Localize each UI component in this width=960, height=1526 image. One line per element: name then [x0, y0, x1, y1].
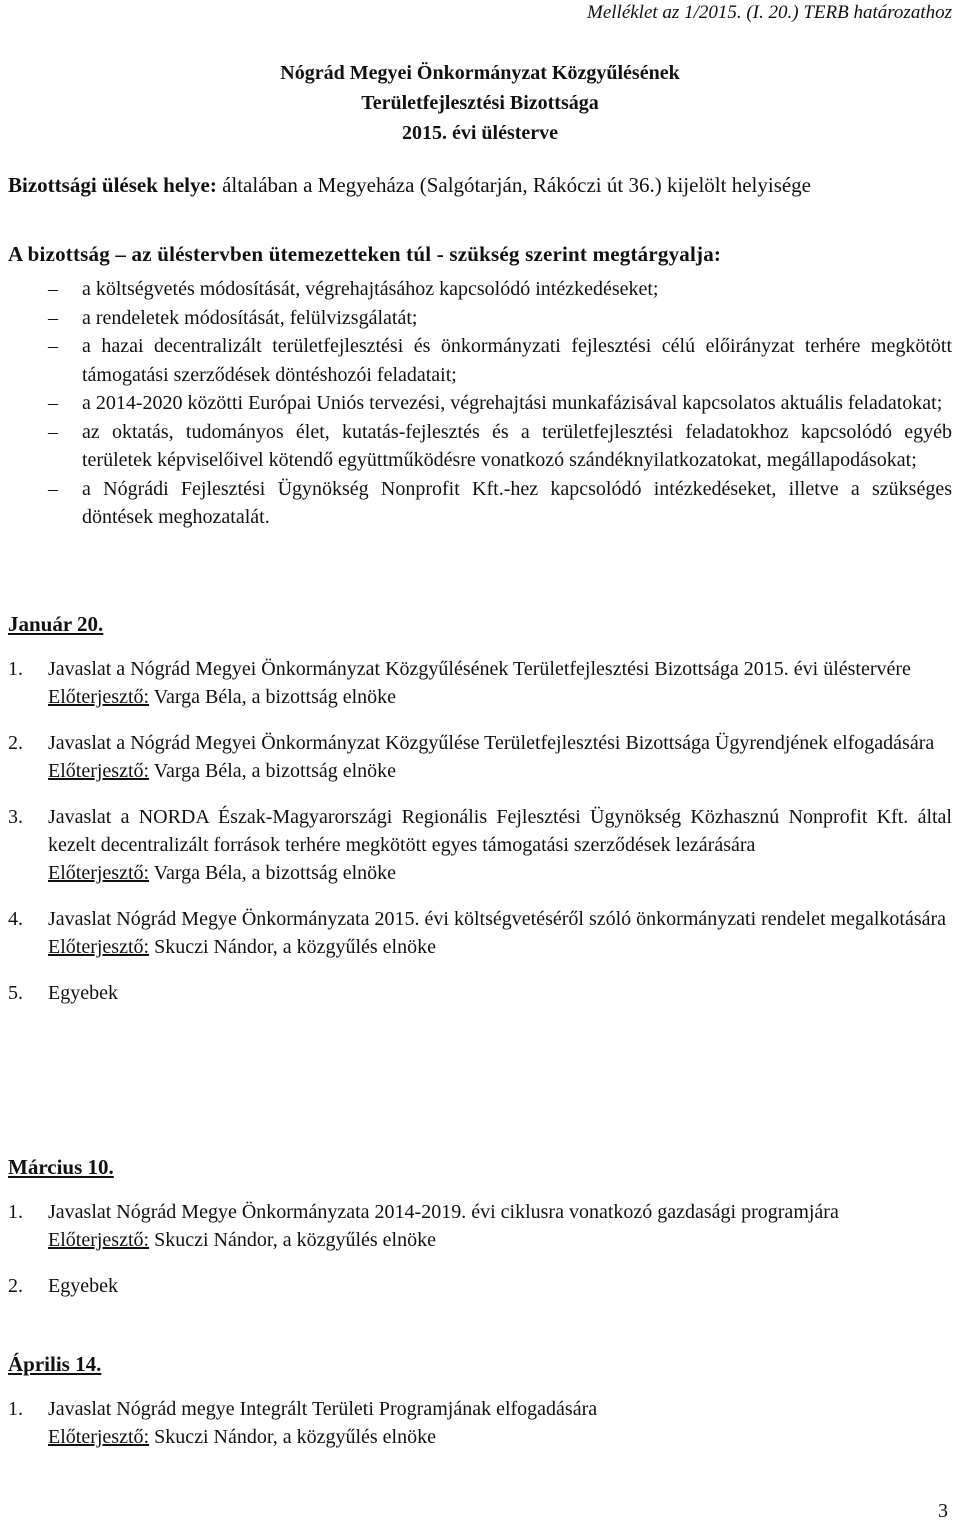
presenter-label: Előterjesztő: — [48, 862, 150, 884]
venue-text: általában a Megyeháza (Salgótarján, Rákóczi út 36.) kijelölt helyisége — [222, 173, 812, 197]
section-heading: Március 10. — [8, 1155, 114, 1179]
agenda-list — [8, 1198, 952, 1300]
scope-item: – a hazai decentralizált területfejlesztési és önkormányzati fejlesztési célú előirányzat terhére megkötött támogatási szerződések döntéshozói feladatait; — [8, 332, 952, 389]
section-march — [8, 1155, 952, 1300]
agenda-title: Javaslat a Nógrád Megyei Önkormányzat Közgyűlése Területfejlesztési Bizottsága Ügyrendjének elfogadására — [48, 732, 935, 754]
agenda-number: 1. — [8, 658, 23, 680]
presenter-line — [48, 1423, 952, 1451]
presenter-line — [48, 1226, 952, 1254]
section-april — [8, 1352, 952, 1451]
page-number: 3 — [938, 1500, 948, 1522]
document-title — [0, 58, 960, 148]
agenda-number: 1. — [8, 1201, 23, 1223]
presenter-label: Előterjesztő: — [48, 1426, 150, 1448]
presenter-name: Varga Béla, a bizottság elnöke — [149, 862, 397, 884]
dash-bullet: – — [48, 420, 58, 443]
agenda-item — [8, 1272, 952, 1300]
scope-heading: A bizottság – az üléstervben ütemezetteken túl - szükség szerint megtárgyalja: — [8, 242, 722, 266]
title-line-3: 2015. évi üléstervе — [401, 122, 559, 144]
presenter-label: Előterjesztő: — [48, 1229, 150, 1251]
title-line-2: Területfejlesztési Bizottsága — [361, 92, 599, 114]
presenter-name: Skuczi Nándor, a közgyűlés elnöke — [149, 1426, 436, 1448]
presenter-line — [48, 933, 952, 961]
agenda-number: 4. — [8, 908, 23, 930]
scope-item: – a 2014-2020 közötti Európai Uniós tervezési, végrehajtási munkafázisával kapcsolatos aktuális feladatokat; — [8, 389, 952, 418]
presenter-name: Skuczi Nándor, a közgyűlés elnöke — [149, 1229, 436, 1251]
scope-item: – a költségvetés módosítását, végrehajtásához kapcsolódó intézkedéseket; — [8, 275, 952, 304]
presenter-name: Varga Béla, a bizottság elnöke — [149, 686, 397, 708]
section-heading: Április 14. — [8, 1352, 102, 1376]
agenda-item — [8, 803, 952, 887]
venue-paragraph — [8, 170, 952, 200]
agenda-item — [8, 979, 952, 1007]
agenda-number: 2. — [8, 1275, 23, 1297]
title-line-1: Nógrád Megyei Önkormányzat Közgyűlésének — [280, 62, 680, 84]
agenda-number: 1. — [8, 1398, 23, 1420]
dash-bullet: – — [48, 306, 58, 329]
scope-item: – a rendeletek módosítását, felülvizsgálatát; — [8, 304, 952, 333]
agenda-item — [8, 1198, 952, 1254]
agenda-title: Javaslat Nógrád Megye Önkormányzata 2014-2019. évi ciklusra vonatkozó gazdasági programjára — [48, 1201, 839, 1223]
agenda-title: Egyebek — [48, 982, 118, 1004]
agenda-item — [8, 729, 952, 785]
scope-list — [8, 275, 952, 532]
agenda-item — [8, 1395, 952, 1451]
presenter-label: Előterjesztő: — [48, 686, 150, 708]
presenter-label: Előterjesztő: — [48, 936, 150, 958]
scope-item: – az oktatás, tudományos élet, kutatás-fejlesztés és a területfejlesztési feladatokhoz kapcsolódó egyéb területek képviselőivel kötendő együttműködésre vonatkozó szándéknyilatkozatokat, megállapodásokat; — [8, 418, 952, 475]
scope-item: – a Nógrádi Fejlesztési Ügynökség Nonprofit Kft.-hez kapcsolódó intézkedéseket, illetve a szükséges döntések meghozatalát. — [8, 475, 952, 532]
agenda-number: 5. — [8, 982, 23, 1004]
agenda-item — [8, 655, 952, 711]
agenda-number: 2. — [8, 732, 23, 754]
agenda-list — [8, 655, 952, 1007]
dash-bullet: – — [48, 335, 58, 357]
dash-bullet: – — [48, 477, 58, 500]
presenter-label: Előterjesztő: — [48, 760, 150, 782]
agenda-title: Javaslat a Nógrád Megyei Önkormányzat Közgyűlésének Területfejlesztési Bizottsága 2015. évi üléstervére — [48, 658, 911, 680]
presenter-name: Varga Béla, a bizottság elnöke — [149, 760, 397, 782]
agenda-title: Javaslat Nógrád megye Integrált Területi Programjának elfogadására — [48, 1398, 598, 1420]
agenda-list — [8, 1395, 952, 1451]
dash-bullet: – — [48, 278, 58, 300]
annex-note: Melléklet az 1/2015. (I. 20.) TERB határozathoz — [587, 2, 952, 23]
presenter-name: Skuczi Nándor, a közgyűlés elnöke — [149, 936, 436, 958]
presenter-line — [48, 683, 952, 711]
agenda-item — [8, 905, 952, 961]
dash-bullet: – — [48, 392, 58, 414]
venue-label: Bizottsági ülések helye: — [8, 173, 217, 197]
presenter-line — [48, 757, 952, 785]
presenter-line — [48, 859, 952, 887]
agenda-title: Javaslat Nógrád Megye Önkormányzata 2015. évi költségvetéséről szóló önkormányzati rendelet megalkotására — [48, 908, 947, 930]
agenda-number: 3. — [8, 806, 23, 828]
agenda-title: Javaslat a NORDA Észak-Magyarországi Regionális Fejlesztési Ügynökség Közhasznú Nonprofit Kft. által kezelt decentralizált források terhére megkötött egyes támogatási szerződések lezárására — [48, 806, 952, 856]
section-heading: Január 20. — [8, 612, 104, 636]
section-january — [8, 612, 952, 1007]
agenda-title: Egyebek — [48, 1275, 118, 1297]
